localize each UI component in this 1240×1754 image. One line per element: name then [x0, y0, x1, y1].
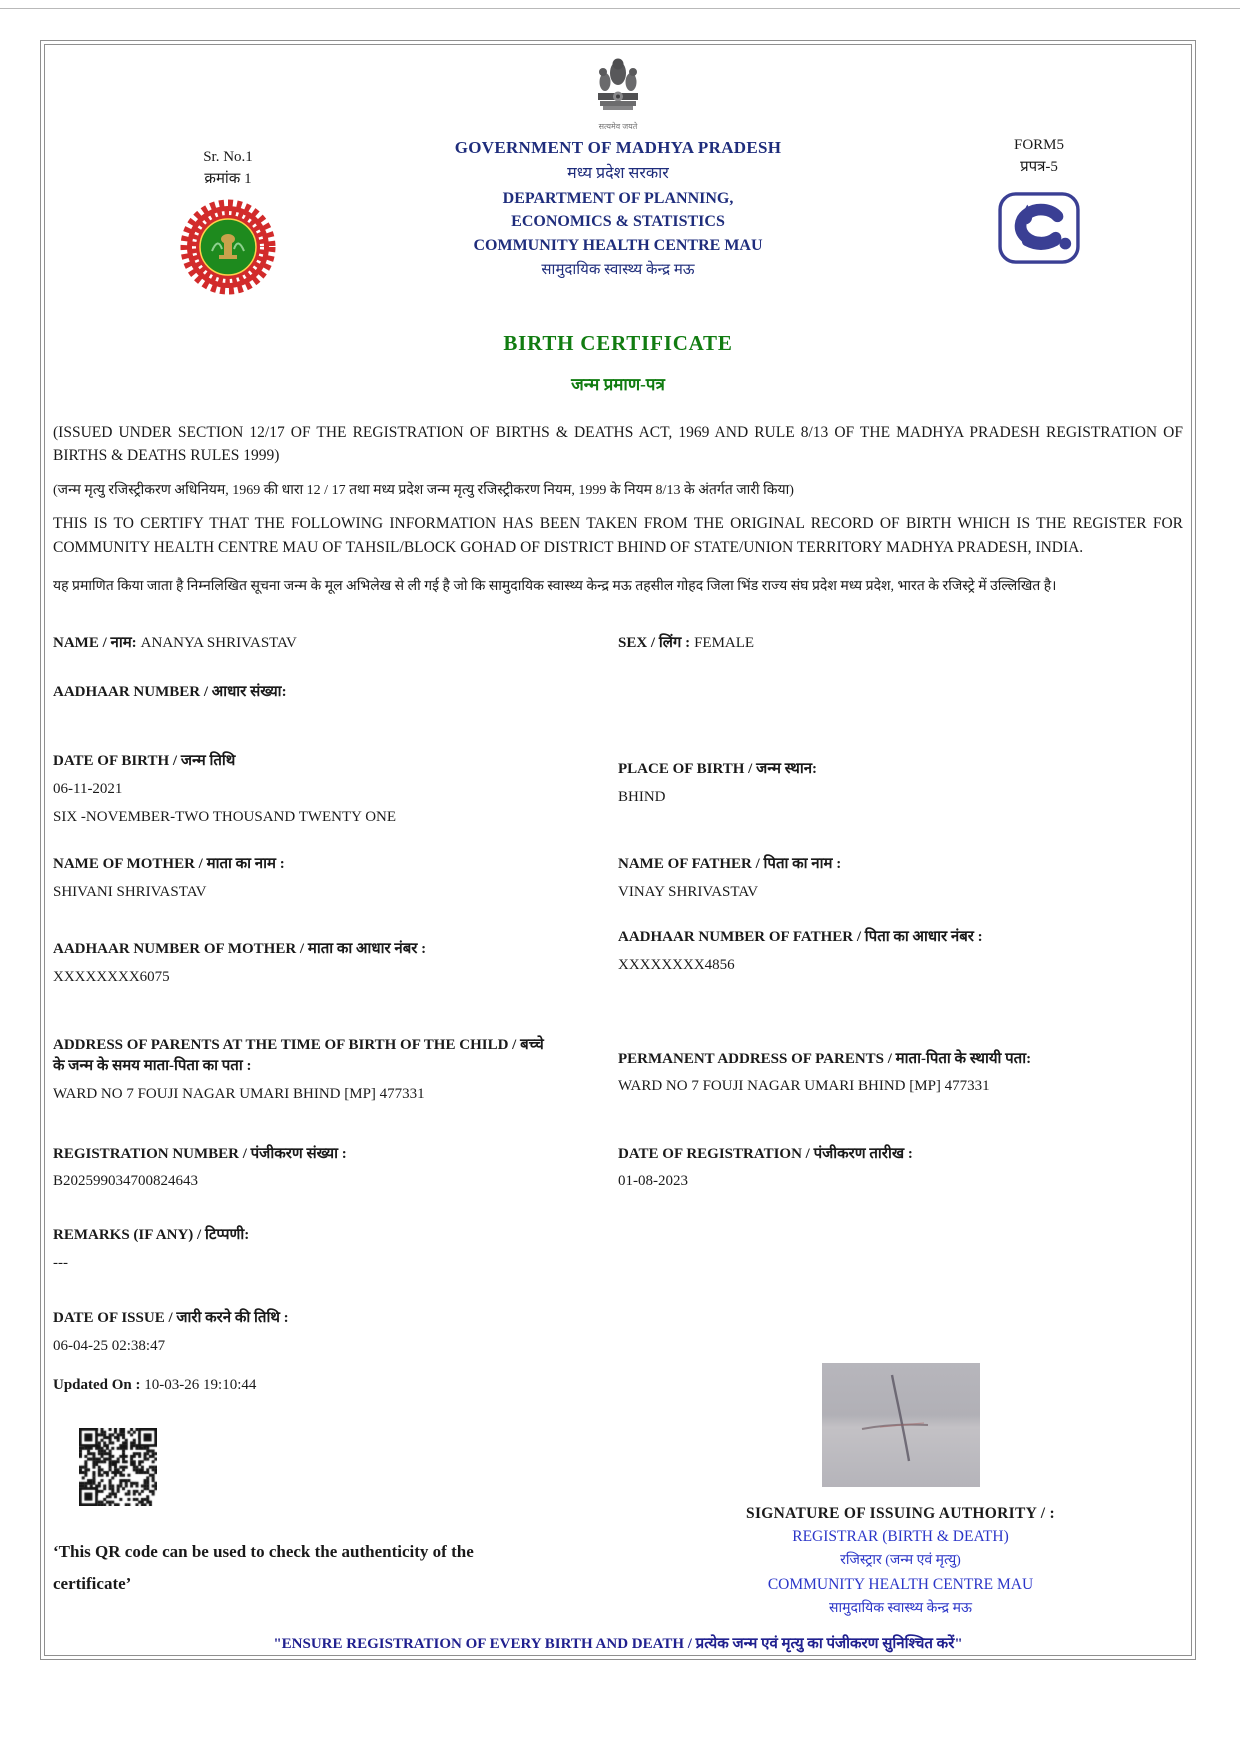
form-number-en: FORM5	[1013, 137, 1065, 153]
row-aadhaar	[53, 681, 1183, 704]
certify-text-hi: यह प्रमाणित किया जाता है निम्नलिखित सूचना जन्म के मूल अभिलेख से ली गई है जो कि सामुदायिक स्वास्थ्य केन्द्र मऊ तहसील गोहद जिला भिंड राज्य संघ प्रदेश मध्य प्रदेश, भारत के रजिस्ट्रे में उल्लिखित है।	[53, 578, 1057, 594]
field-father-aadhaar	[618, 927, 1183, 988]
field-dob-label: DATE OF BIRTH / जन्म तिथि	[53, 753, 236, 770]
field-birth-address-label: ADDRESS OF PARENTS AT THE TIME OF BIRTH OF THE CHILD / बच्चे के जन्म के समय माता-पिता का पता :	[53, 1036, 544, 1075]
updated-on	[53, 1363, 618, 1394]
field-registration-number-value: B202599034700824643	[53, 1173, 199, 1190]
emblem-motto: सत्यमेव जयते	[598, 122, 638, 131]
signature-image	[822, 1363, 980, 1487]
field-father-value: VINAY SHRIVASTAV	[618, 883, 759, 900]
field-name-value: ANANYA SHRIVASTAV	[140, 634, 297, 651]
field-name-label: NAME / नाम:	[53, 634, 137, 651]
signature-registrar-en: REGISTRAR (BIRTH & DEATH)	[792, 1528, 1009, 1546]
office-name-hi: सामुदायिक स्वास्थ्य केन्द्र मऊ	[541, 262, 695, 279]
field-remarks-label: REMARKS (IF ANY) / टिप्पणी:	[53, 1226, 250, 1243]
row-parents	[53, 854, 1183, 903]
certificate-header	[51, 49, 1185, 301]
row-birth	[53, 751, 1183, 828]
field-permanent-address-label: PERMANENT ADDRESS OF PARENTS / माता-पिता के स्थायी पता:	[618, 1050, 1032, 1067]
row-remarks	[53, 1225, 1183, 1274]
certificate-body	[44, 44, 1192, 1656]
header-center-block	[378, 49, 858, 279]
field-mother-value: SHIVANI SHRIVASTAV	[53, 883, 207, 900]
government-name-en: GOVERNMENT OF MADHYA PRADESH	[454, 138, 782, 157]
field-mother-aadhaar-label: AADHAAR NUMBER OF MOTHER / माता का आधार नंबर :	[53, 941, 427, 958]
serial-number-en: Sr. No.1	[203, 149, 253, 165]
field-father-aadhaar-label: AADHAAR NUMBER OF FATHER / पिता का आधार नंबर :	[618, 929, 983, 946]
updated-on-value: 10-03-26 19:10:44	[144, 1377, 257, 1394]
signature-office-hi: सामुदायिक स्वास्थ्य केन्द्र मऊ	[829, 1601, 972, 1617]
certify-text-en: THIS IS TO CERTIFY THAT THE FOLLOWING INFORMATION HAS BEEN TAKEN FROM THE ORIGINAL RECORD OF BIRTH WHICH IS THE REGISTER FOR COMMUNITY HEALTH CENTRE MAU OF TAHSIL/BLOCK GOHAD OF DISTRICT BHIND OF STATE/UNION TERRITORY MADHYA PRADESH, INDIA.	[53, 514, 1183, 556]
footer-slogan: "ENSURE REGISTRATION OF EVERY BIRTH AND DEATH / प्रत्येक जन्म एवं मृत्यु का पंजीकरण सुनिश्चित करें"	[273, 1635, 963, 1652]
bottom-section	[53, 1363, 1183, 1619]
field-date-of-birth	[53, 751, 618, 828]
field-date-of-issue	[53, 1308, 618, 1357]
certificate-border	[40, 40, 1196, 1660]
serial-number-hi: क्रमांक 1	[204, 170, 252, 187]
government-name-hi: मध्य प्रदेश सरकार	[567, 165, 669, 182]
issued-under-text-hi: (जन्म मृत्यु रजिस्ट्रीकरण अधिनियम, 1969 की धारा 12 / 17 तथा मध्य प्रदेश जन्म मृत्यु रजिस्ट्रीकरण नियम, 1999 के नियम 8/13 के अंतर्गत जारी किया)	[53, 482, 794, 498]
field-dob-words: SIX -NOVEMBER-TWO THOUSAND TWENTY ONE	[53, 808, 397, 825]
department-name-en: DEPARTMENT OF PLANNING, ECONOMICS & STATISTICS	[502, 190, 734, 231]
row-parent-aadhaar	[53, 927, 1183, 988]
field-birth-address	[53, 1035, 618, 1106]
field-registration-number	[53, 1144, 618, 1193]
field-pob-label: PLACE OF BIRTH / जन्म स्थान:	[618, 761, 818, 778]
field-permanent-address	[618, 1035, 1183, 1106]
field-pob-value: BHIND	[618, 789, 666, 806]
signature-office-en: COMMUNITY HEALTH CENTRE MAU	[767, 1576, 1034, 1594]
field-birth-address-value: WARD NO 7 FOUJI NAGAR UMARI BHIND [MP] 477331	[53, 1086, 425, 1103]
signature-block	[618, 1363, 1183, 1619]
field-aadhaar-label: AADHAAR NUMBER / आधार संख्या:	[53, 683, 287, 700]
field-date-of-issue-label: DATE OF ISSUE / जारी करने की तिथि :	[53, 1310, 289, 1327]
field-mother-label: NAME OF MOTHER / माता का नाम :	[53, 856, 285, 873]
updated-on-label: Updated On :	[53, 1377, 141, 1394]
page-edge-line	[0, 8, 1240, 9]
field-father-label: NAME OF FATHER / पिता का नाम :	[618, 856, 842, 873]
serial-number-block	[113, 147, 343, 300]
field-registration-date	[618, 1144, 1183, 1193]
certificate-title-hi: जन्म प्रमाण-पत्र	[571, 375, 665, 394]
mp-state-seal-icon	[113, 199, 343, 300]
field-date-of-issue-value: 06-04-25 02:38:47	[53, 1337, 166, 1354]
field-registration-number-label: REGISTRATION NUMBER / पंजीकरण संख्या :	[53, 1145, 347, 1162]
field-father-name	[618, 854, 1183, 903]
field-mother-name	[53, 854, 618, 903]
field-sex	[618, 632, 1183, 655]
field-name	[53, 632, 618, 655]
title-block	[51, 331, 1185, 395]
field-remarks	[53, 1225, 618, 1274]
national-emblem-icon	[378, 57, 858, 120]
field-registration-date-value: 01-08-2023	[618, 1173, 688, 1190]
health-dept-logo-icon	[949, 191, 1129, 270]
bottom-left-column	[53, 1363, 618, 1619]
field-mother-aadhaar	[53, 927, 618, 988]
certificate-title-en: BIRTH CERTIFICATE	[503, 331, 733, 355]
office-name-en: COMMUNITY HEALTH CENTRE MAU	[473, 237, 763, 255]
row-addresses	[53, 1035, 1183, 1106]
field-father-aadhaar-value: XXXXXXXX4856	[618, 957, 735, 974]
signature-heading: SIGNATURE OF ISSUING AUTHORITY / :	[746, 1505, 1055, 1523]
field-place-of-birth	[618, 751, 1183, 828]
row-name-sex	[53, 632, 1183, 655]
field-mother-aadhaar-value: XXXXXXXX6075	[53, 969, 170, 986]
row-registration	[53, 1144, 1183, 1193]
row-issue-date	[53, 1308, 1183, 1357]
field-aadhaar	[53, 681, 618, 704]
issued-under-text-en: (ISSUED UNDER SECTION 12/17 OF THE REGISTRATION OF BIRTHS & DEATHS ACT, 1969 AND RULE 8/13 OF THE MADHYA PRADESH REGISTRATION OF BIRTHS & DEATHS RULES 1999)	[53, 424, 1183, 465]
field-dob-value: 06-11-2021	[53, 781, 123, 798]
form-number-block	[949, 135, 1129, 270]
qr-code	[79, 1428, 157, 1506]
field-remarks-value: ---	[53, 1254, 68, 1271]
qr-note-text: ‘This QR code can be used to check the authenticity of the certificate’	[53, 1542, 474, 1593]
field-permanent-address-value: WARD NO 7 FOUJI NAGAR UMARI BHIND [MP] 477331	[618, 1078, 990, 1095]
signature-registrar-hi: रजिस्ट्रार (जन्म एवं मृत्यु)	[840, 1553, 961, 1569]
field-registration-date-label: DATE OF REGISTRATION / पंजीकरण तारीख :	[618, 1145, 913, 1162]
field-sex-label: SEX / लिंग :	[618, 634, 691, 651]
form-number-hi: प्रपत्र-5	[1020, 158, 1058, 175]
field-sex-value: FEMALE	[694, 634, 755, 651]
